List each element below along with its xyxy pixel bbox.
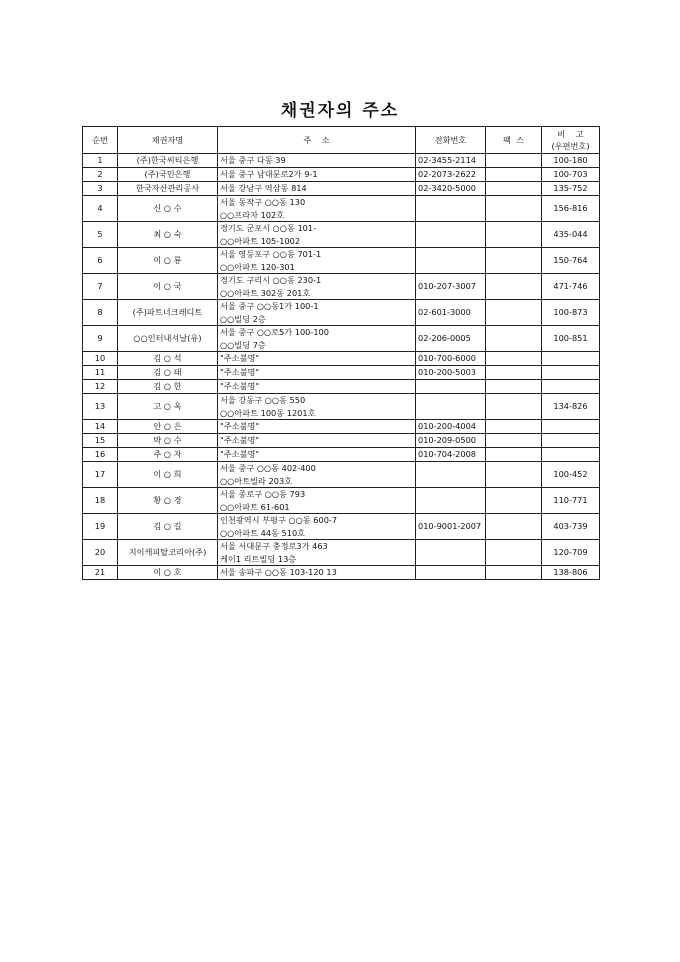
creditor-name: 안 ○ 은 (118, 420, 218, 434)
creditor-name: 황 ○ 경 (118, 488, 218, 514)
row-number: 20 (83, 540, 118, 566)
row-number: 7 (83, 274, 118, 300)
phone-number (416, 380, 486, 394)
creditor-name: 김 ○ 태 (118, 366, 218, 380)
header-tel: 전화번호 (416, 127, 486, 154)
fax-number (486, 448, 542, 462)
creditor-name: 한국자산관리공사 (118, 182, 218, 196)
postal-code: 100-703 (542, 168, 600, 182)
address-line: ○○아파트 100동 1201호 (220, 407, 316, 418)
table-row (83, 448, 600, 462)
creditor-address (218, 380, 416, 394)
row-number: 15 (83, 434, 118, 448)
table-row (83, 154, 600, 168)
row-number: 18 (83, 488, 118, 514)
row-number: 12 (83, 380, 118, 394)
address-line: 서울 중구 ○○동1가 100-1 (220, 301, 319, 311)
postal-code (542, 380, 600, 394)
address-line: ○○아파트 61-601 (220, 501, 290, 512)
table-row (83, 380, 600, 394)
creditor-address-table (82, 126, 600, 580)
row-number: 5 (83, 222, 118, 248)
phone-number (416, 462, 486, 488)
address-line: 서울 중구 남대문로2가 9-1 (220, 169, 318, 179)
table-row (83, 420, 600, 434)
row-number: 21 (83, 566, 118, 580)
phone-number: 02-2073-2622 (416, 168, 486, 182)
phone-number: 02-3420-5000 (416, 182, 486, 196)
phone-number: 010-704-2008 (416, 448, 486, 462)
fax-number (486, 420, 542, 434)
creditor-name: 김 ○ 석 (118, 352, 218, 366)
phone-number (416, 222, 486, 248)
creditor-address (218, 434, 416, 448)
phone-number: 010-9001-2007 (416, 514, 486, 540)
postal-code: 134-826 (542, 394, 600, 420)
creditor-name: 박 ○ 수 (118, 434, 218, 448)
row-number: 6 (83, 248, 118, 274)
address-line: 서울 동작구 ○○동 130 (220, 197, 306, 207)
phone-number (416, 394, 486, 420)
table-row (83, 326, 600, 352)
fax-number (486, 394, 542, 420)
creditor-address (218, 196, 416, 222)
fax-number (486, 182, 542, 196)
postal-code: 435-044 (542, 222, 600, 248)
fax-number (486, 514, 542, 540)
creditor-address (218, 366, 416, 380)
row-number: 13 (83, 394, 118, 420)
phone-number: 010-700-6000 (416, 352, 486, 366)
table-row (83, 274, 600, 300)
address-line: ○○아파트 44동 510호 (220, 527, 306, 538)
postal-code: 471-746 (542, 274, 600, 300)
creditor-address (218, 488, 416, 514)
creditor-name: 김 ○ 한 (118, 380, 218, 394)
phone-number (416, 566, 486, 580)
table-body (83, 154, 600, 580)
header-address: 주 소 (218, 127, 416, 154)
header-name: 채권자명 (118, 127, 218, 154)
address-line: ○○아파트 302동 201호 (220, 287, 311, 298)
creditor-address (218, 514, 416, 540)
table-row (83, 540, 600, 566)
creditor-name: 이 ○ 호 (118, 566, 218, 580)
creditor-address (218, 566, 416, 580)
address-line: "주소불명" (220, 353, 260, 363)
table-row (83, 352, 600, 366)
row-number: 16 (83, 448, 118, 462)
postal-code: 403-739 (542, 514, 600, 540)
fax-number (486, 366, 542, 380)
postal-code: 120-709 (542, 540, 600, 566)
fax-number (486, 462, 542, 488)
postal-code: 100-452 (542, 462, 600, 488)
phone-number: 02-3455-2114 (416, 154, 486, 168)
table-row (83, 434, 600, 448)
creditor-address (218, 462, 416, 488)
creditor-name: (주)한국씨티은행 (118, 154, 218, 168)
table-header-row (83, 127, 600, 154)
postal-code (542, 352, 600, 366)
header-no: 순번 (83, 127, 118, 154)
address-line: 케이1 리트빌딩 13층 (220, 553, 297, 564)
address-line: ○○아파트 105-1002 (220, 235, 301, 246)
postal-code: 150-764 (542, 248, 600, 274)
table-row (83, 182, 600, 196)
phone-number: 02-206-0005 (416, 326, 486, 352)
postal-code: 156-816 (542, 196, 600, 222)
postal-code (542, 420, 600, 434)
phone-number: 010-209-0500 (416, 434, 486, 448)
creditor-name: 김 ○ 길 (118, 514, 218, 540)
fax-number (486, 488, 542, 514)
address-line: 서울 서대문구 충정로3가 463 (220, 541, 328, 551)
address-line: 서울 중구 다동 39 (220, 155, 286, 165)
table-row (83, 394, 600, 420)
address-line: ○○빌딩 7층 (220, 339, 266, 350)
creditor-address (218, 248, 416, 274)
creditor-name: 신 ○ 수 (118, 196, 218, 222)
creditor-address (218, 182, 416, 196)
creditor-name: (주)국민은행 (118, 168, 218, 182)
address-line: 서울 강남구 역삼동 814 (220, 183, 307, 193)
row-number: 17 (83, 462, 118, 488)
table-row (83, 514, 600, 540)
address-line: 서울 영등포구 ○○동 701-1 (220, 249, 322, 259)
header-note (542, 127, 600, 154)
creditor-name: 지이캐피탈코리아(주) (118, 540, 218, 566)
row-number: 3 (83, 182, 118, 196)
table-row (83, 168, 600, 182)
fax-number (486, 168, 542, 182)
table-row (83, 300, 600, 326)
creditor-address (218, 540, 416, 566)
address-line: 서울 송파구 ○○동 103-120 13 (220, 567, 337, 577)
row-number: 2 (83, 168, 118, 182)
phone-number: 010-207-3007 (416, 274, 486, 300)
address-line: 서울 종로구 ○○동 793 (220, 489, 306, 499)
row-number: 11 (83, 366, 118, 380)
creditor-address (218, 222, 416, 248)
address-line: 인천광역시 부평구 ○○동 600-7 (220, 515, 338, 525)
header-note-top: 비 고 (557, 129, 584, 139)
postal-code: 100-180 (542, 154, 600, 168)
address-line: 서울 중구 ○○동 402-400 (220, 463, 316, 473)
table-row (83, 366, 600, 380)
fax-number (486, 326, 542, 352)
creditor-address (218, 448, 416, 462)
phone-number (416, 488, 486, 514)
creditor-address (218, 420, 416, 434)
header-note-bottom: (우편번호) (551, 141, 590, 151)
creditor-address (218, 326, 416, 352)
creditor-name: 고 ○ 옥 (118, 394, 218, 420)
row-number: 1 (83, 154, 118, 168)
table-row (83, 488, 600, 514)
fax-number (486, 540, 542, 566)
fax-number (486, 222, 542, 248)
fax-number (486, 434, 542, 448)
fax-number (486, 352, 542, 366)
phone-number (416, 196, 486, 222)
postal-code (542, 434, 600, 448)
table-row (83, 248, 600, 274)
row-number: 19 (83, 514, 118, 540)
address-line: "주소불명" (220, 449, 260, 459)
creditor-address (218, 274, 416, 300)
row-number: 9 (83, 326, 118, 352)
creditor-name: 이 ○ 희 (118, 462, 218, 488)
fax-number (486, 248, 542, 274)
phone-number (416, 248, 486, 274)
table-row (83, 462, 600, 488)
address-line: 서울 강동구 ○○동 550 (220, 395, 306, 405)
creditor-name: 이 ○ 룡 (118, 248, 218, 274)
header-fax: 팩 스 (486, 127, 542, 154)
address-line: "주소불명" (220, 381, 260, 391)
postal-code: 110-771 (542, 488, 600, 514)
document-title: 채권자의 주소 (280, 101, 400, 121)
address-line: 경기도 군포시 ○○동 101- (220, 223, 317, 233)
fax-number (486, 300, 542, 326)
fax-number (486, 196, 542, 222)
postal-code: 138-806 (542, 566, 600, 580)
postal-code (542, 448, 600, 462)
creditor-name: (주)파트너크레디트 (118, 300, 218, 326)
postal-code (542, 366, 600, 380)
fax-number (486, 380, 542, 394)
address-line: ○○빌딩 2층 (220, 313, 266, 324)
postal-code: 135-752 (542, 182, 600, 196)
phone-number: 010-200-4004 (416, 420, 486, 434)
creditor-address (218, 154, 416, 168)
creditor-name: 이 ○ 국 (118, 274, 218, 300)
address-line: "주소불명" (220, 367, 260, 377)
address-line: "주소불명" (220, 421, 260, 431)
row-number: 10 (83, 352, 118, 366)
creditor-address (218, 168, 416, 182)
phone-number: 02-601-3000 (416, 300, 486, 326)
address-line: ○○아파트 120-301 (220, 261, 295, 272)
fax-number (486, 274, 542, 300)
table-row (83, 196, 600, 222)
address-line: ○○프라자 102호 (220, 209, 285, 220)
fax-number (486, 154, 542, 168)
creditor-address (218, 300, 416, 326)
row-number: 4 (83, 196, 118, 222)
phone-number (416, 540, 486, 566)
fax-number (486, 566, 542, 580)
address-line: 경기도 구리시 ○○동 230-1 (220, 275, 322, 285)
table-row (83, 566, 600, 580)
creditor-name: 주 ○ 자 (118, 448, 218, 462)
phone-number: 010-200-5003 (416, 366, 486, 380)
creditor-name: ○○인터내셔날(유) (118, 326, 218, 352)
postal-code: 100-873 (542, 300, 600, 326)
row-number: 8 (83, 300, 118, 326)
postal-code: 100-851 (542, 326, 600, 352)
creditor-name: 최 ○ 숙 (118, 222, 218, 248)
address-line: 서울 중구 ○○로5가 100-100 (220, 327, 329, 337)
table-row (83, 222, 600, 248)
row-number: 14 (83, 420, 118, 434)
address-line: ○○아트빌라 203호 (220, 475, 293, 486)
creditor-address (218, 352, 416, 366)
creditor-address (218, 394, 416, 420)
address-line: "주소불명" (220, 435, 260, 445)
